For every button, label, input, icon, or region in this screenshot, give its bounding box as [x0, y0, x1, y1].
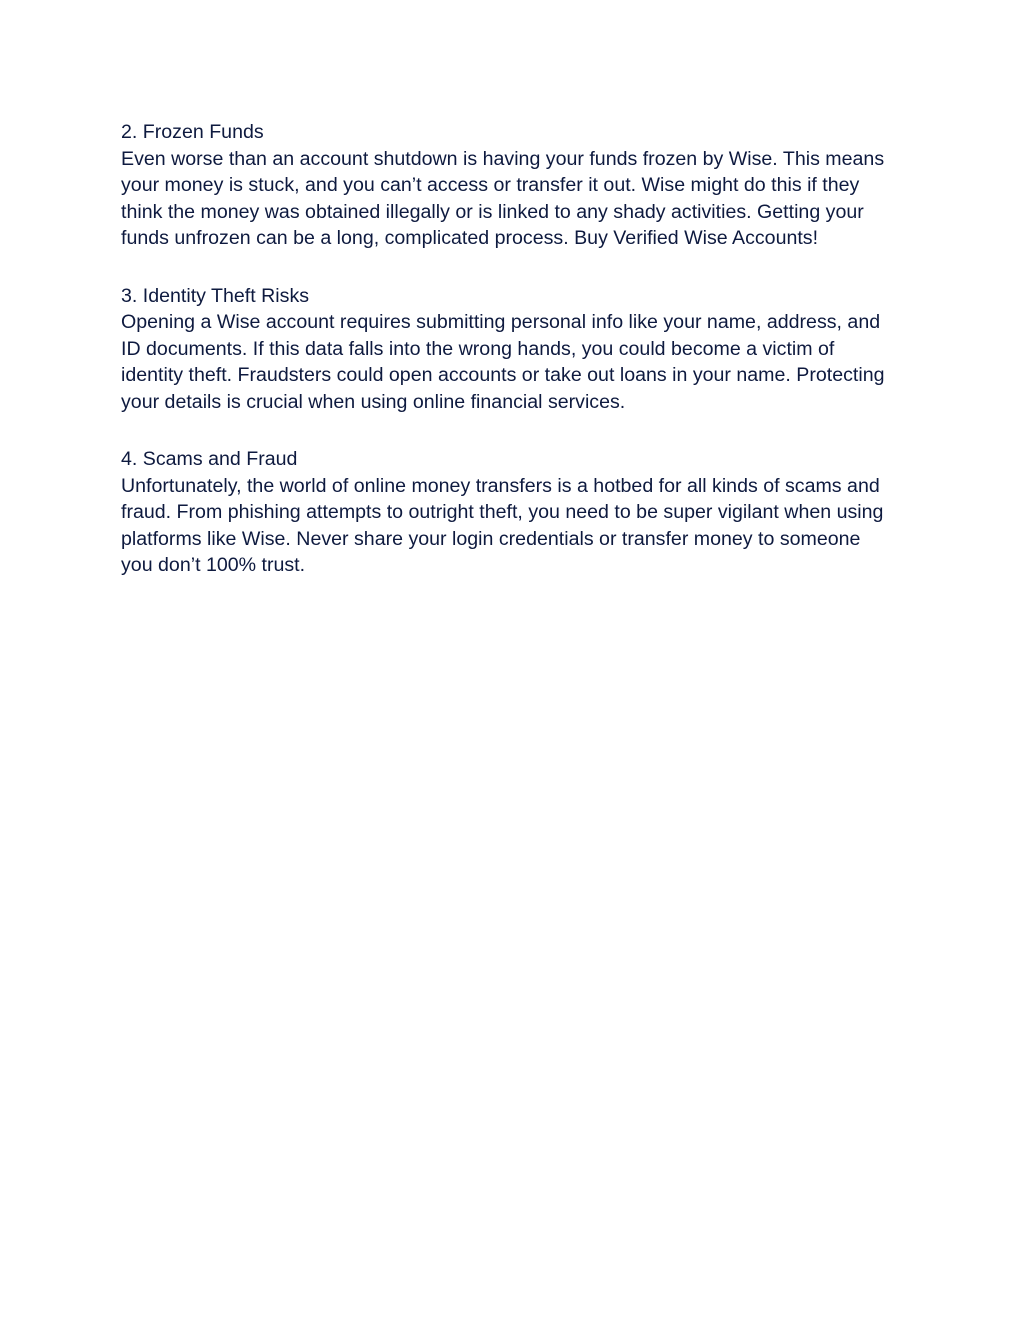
body-line: think the money was obtained illegally or is linked to any shady activities. Getting your — [121, 200, 864, 223]
section-title: 3. Identity Theft Risks — [121, 284, 310, 307]
section-title: 4. Scams and Fraud — [121, 448, 298, 470]
body-line: you don’t 100% trust. — [121, 554, 306, 576]
body-line: your money is stuck, and you can’t access or transfer it out. Wise might do this if they — [121, 174, 860, 196]
section-body — [121, 146, 921, 252]
body-line: platforms like Wise. Never share your login credentials or transfer money to someone — [121, 527, 861, 550]
body-line: your details is crucial when using online financial services. — [121, 390, 626, 413]
section-body — [121, 473, 921, 579]
body-line: fraud. From phishing attempts to outright theft, you need to be super vigilant when using — [121, 501, 884, 523]
section-frozen-funds — [121, 119, 921, 252]
body-line: funds unfrozen can be a long, complicated process. Buy Verified Wise Accounts! — [121, 227, 819, 249]
section-identity-theft-risks — [121, 283, 921, 416]
body-line: ID documents. If this data falls into the wrong hands, you could become a victim of — [121, 337, 835, 360]
body-line: Even worse than an account shutdown is having your funds frozen by Wise. This means — [121, 147, 885, 170]
body-line: Unfortunately, the world of online money transfers is a hotbed for all kinds of scams and — [121, 474, 880, 497]
section-title: 2. Frozen Funds — [121, 121, 264, 143]
section-body — [121, 309, 921, 415]
body-line: Opening a Wise account requires submitting personal info like your name, address, and — [121, 311, 881, 333]
body-line: identity theft. Fraudsters could open accounts or take out loans in your name. Protecting — [121, 364, 885, 386]
section-scams-and-fraud — [121, 446, 921, 579]
document-content — [121, 119, 921, 610]
